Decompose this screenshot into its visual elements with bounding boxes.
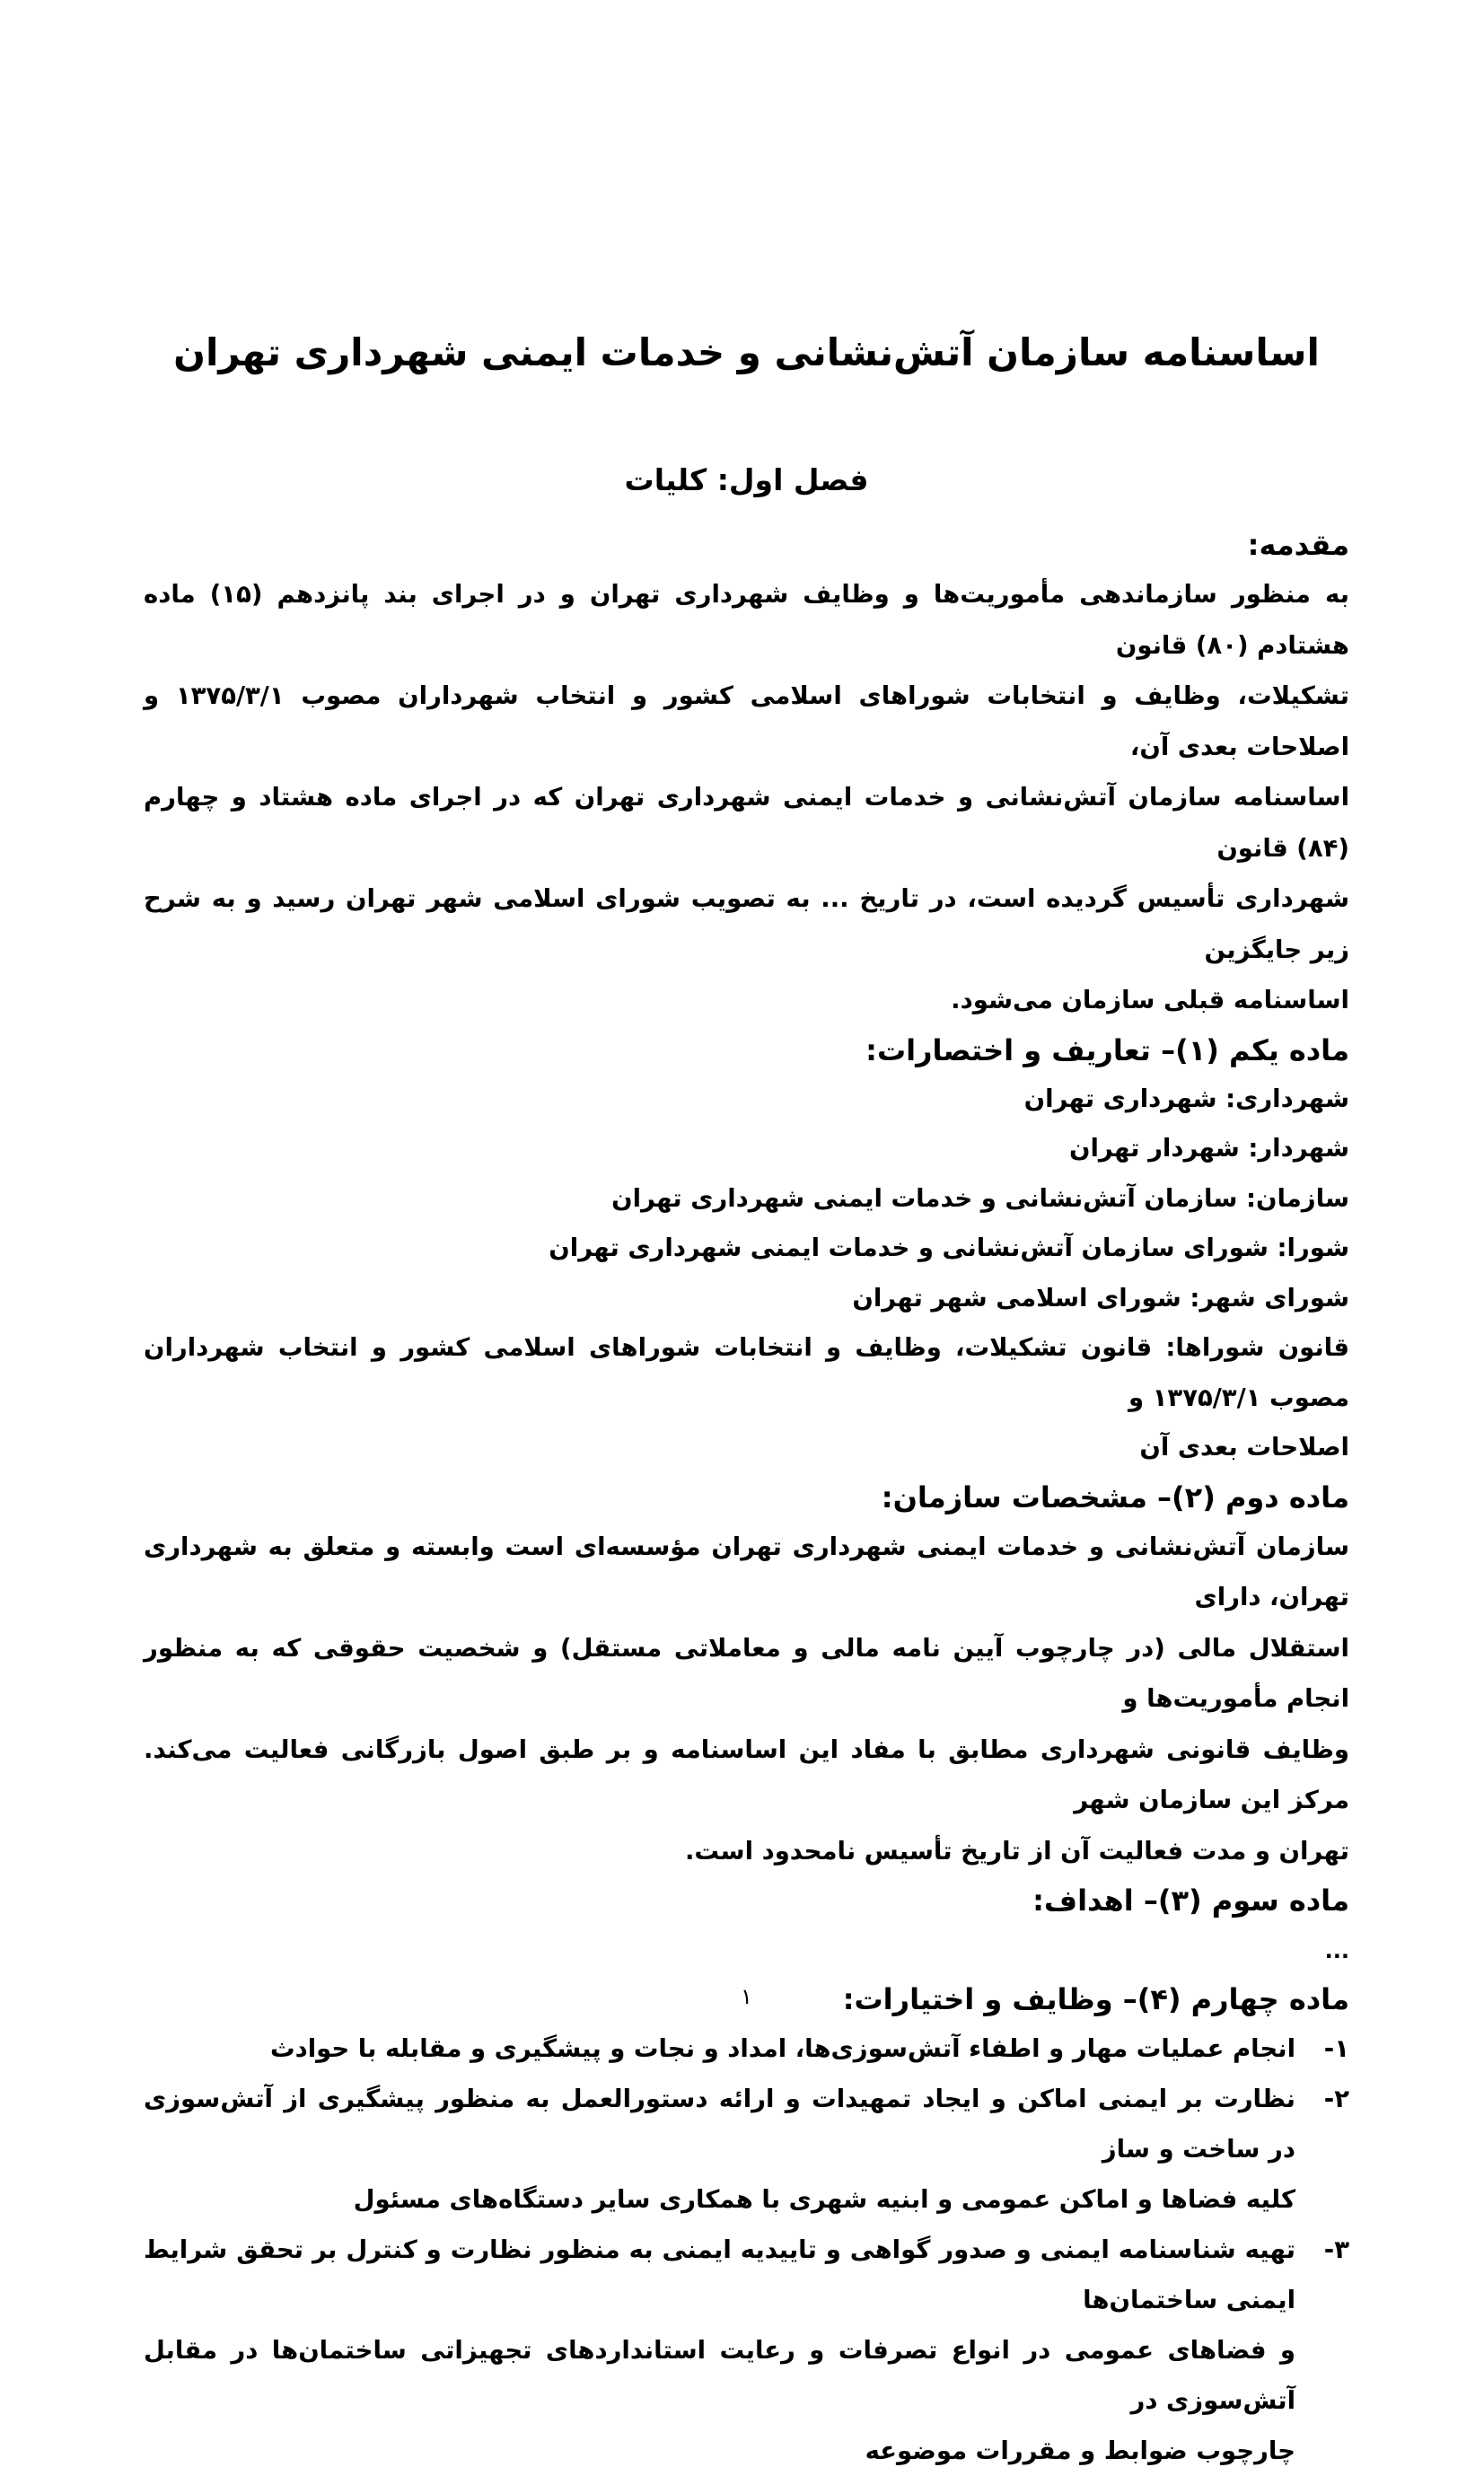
article-2-line: استقلال مالی (در چارچوب آیین نامه مالی و معاملاتی مستقل) و شخصیت حقوقی که به منظور انجام مأموریت‌ها و — [144, 1633, 1349, 1713]
article-2-section — [144, 1473, 1349, 1877]
definition-line: شورا: شورای سازمان آتش‌نشانی و خدمات ایمنی شهرداری تهران — [549, 1234, 1349, 1262]
definition-line: سازمان: سازمان آتش‌نشانی و خدمات ایمنی شهرداری تهران — [611, 1183, 1349, 1213]
article-1-section — [144, 1026, 1349, 1473]
introduction-line: به منظور سازماندهی مأموریت‌ها و وظایف شهرداری تهران و در اجرای بند پانزدهم (۱۵) ماده هشتادم (۸۰) قانون — [144, 580, 1349, 660]
list-item-number: ۲- — [1323, 2085, 1349, 2113]
article-3-content: ... — [1324, 1938, 1349, 1963]
introduction-heading: مقدمه: — [1247, 528, 1349, 562]
article-3-section — [144, 1876, 1349, 1971]
article-2-heading: ماده دوم (۲)– مشخصات سازمان: — [881, 1479, 1349, 1515]
duty-list-item — [144, 2024, 1349, 2074]
duty-list-item-continuation — [144, 2426, 1349, 2476]
article-2-line: سازمان آتش‌نشانی و خدمات ایمنی شهرداری تهران مؤسسه‌ای است وابسته و متعلق به شهرداری تهران، دارای — [144, 1532, 1349, 1611]
introduction-line: اساسنامه قبلی سازمان می‌شود. — [951, 986, 1349, 1014]
definition-line: شهردار: شهردار تهران — [1069, 1134, 1349, 1163]
page-number: ۱ — [741, 1984, 752, 2009]
article-3-heading: ماده سوم (۳)– اهداف: — [1032, 1883, 1349, 1918]
introduction-line: تشکیلات، وظایف و انتخابات شوراهای اسلامی کشور و انتخاب شهرداران مصوب ۱۳۷۵/۳/۱ و اصلاحات بعدی آن، — [144, 681, 1349, 761]
introduction-line: شهرداری تأسیس گردیده است، در تاریخ ... به تصویب شورای اسلامی شهر تهران رسید و به شرح زیر جایگزین — [144, 884, 1349, 964]
duty-list-item-continuation — [144, 2174, 1349, 2225]
duty-list-item — [144, 2074, 1349, 2174]
introduction-line: اساسنامه سازمان آتش‌نشانی و خدمات ایمنی شهرداری تهران که در اجرای ماده هشتاد و چهارم (۸۴) قانون — [144, 783, 1349, 863]
list-item-text: انجام عملیات مهار و اطفاء آتش‌سوزی‌ها، امداد و نجات و پیشگیری و مقابله با حوادث — [269, 2034, 1295, 2063]
list-item-text: و فضاهای عمومی در انواع تصرفات و رعایت استانداردهای تجهیزاتی ساختمان‌ها در مقابل آتش‌سوزی در — [144, 2336, 1295, 2415]
article-4-section — [144, 1975, 1349, 2476]
article-1-heading: ماده یکم (۱)– تعاریف و اختصارات: — [865, 1032, 1349, 1067]
article-4-heading: ماده چهارم (۴)– وظایف و اختیارات: — [842, 1982, 1349, 2016]
definition-line: اصلاحات بعدی آن — [1139, 1433, 1349, 1462]
definition-line: شهرداری: شهرداری تهران — [1023, 1084, 1349, 1113]
article-2-line: وظایف قانونی شهرداری مطابق با مفاد این اساسنامه و بر طبق اصول بازرگانی فعالیت می‌کند. مرکز این سازمان شهر — [144, 1734, 1349, 1814]
duty-list-item — [144, 2225, 1349, 2325]
list-item-number: ۱- — [1323, 2034, 1349, 2063]
list-item-text: تهیه شناسنامه ایمنی و صدور گواهی و تاییدیه ایمنی به منظور نظارت و کنترل بر تحقق شرایط ایمنی ساختمان‌ها — [144, 2235, 1295, 2314]
definition-line: شورای شهر: شورای اسلامی شهر تهران — [852, 1283, 1349, 1313]
definition-line: قانون شوراها: قانون تشکیلات، وظایف و انتخابات شوراهای اسلامی کشور و انتخاب شهرداران مصوب ۱۳۷۵/۳/۱ و — [144, 1333, 1349, 1412]
document-page — [144, 0, 1349, 2465]
list-item-text: کلیه فضاها و اماکن عمومی و ابنیه شهری با همکاری سایر دستگاه‌های مسئول — [353, 2185, 1295, 2214]
list-item-text: چارچوب ضوابط و مقررات موضوعه — [865, 2436, 1295, 2465]
document-title: اساسنامه سازمان آتش‌نشانی و خدمات ایمنی شهرداری تهران — [173, 330, 1320, 374]
list-item-text: نظارت بر ایمنی اماکن و ایجاد تمهیدات و ارائه دستورالعمل به منظور پیشگیری از آتش‌سوزی در ساخت و ساز — [144, 2085, 1295, 2164]
duty-list-item-continuation — [144, 2325, 1349, 2426]
document-body — [144, 521, 1349, 2476]
article-2-line: تهران و مدت فعالیت آن از تاریخ تأسیس نامحدود است. — [684, 1836, 1349, 1866]
chapter-title: فصل اول: کلیات — [624, 462, 869, 497]
introduction-section — [144, 521, 1349, 1026]
list-item-number: ۳- — [1323, 2235, 1349, 2264]
